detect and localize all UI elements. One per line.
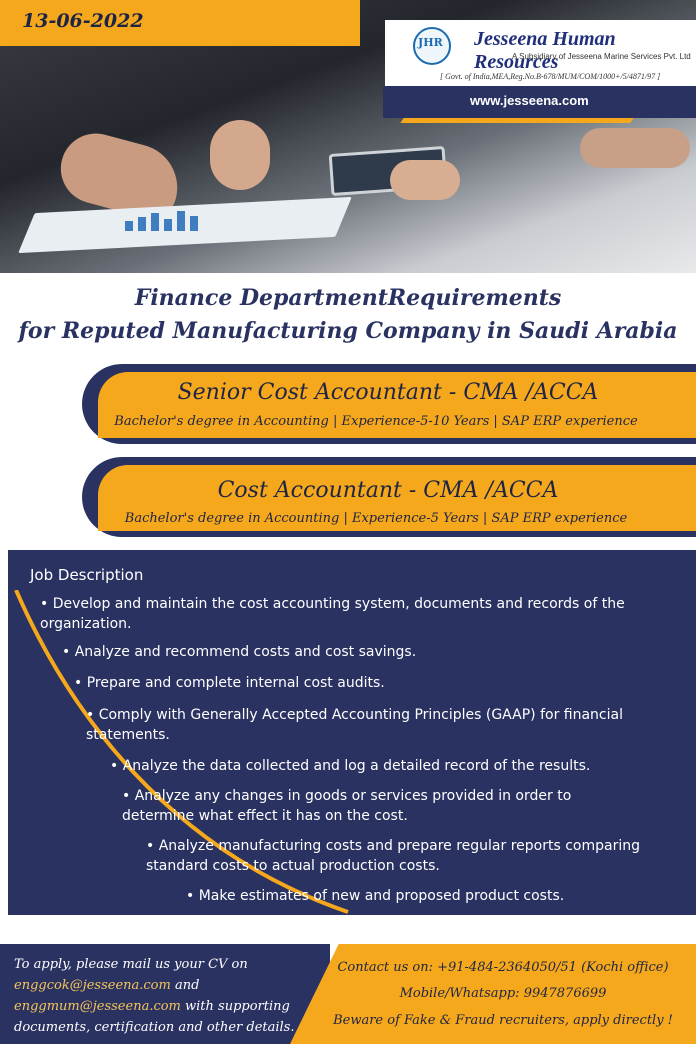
list-item: • Analyze any changes in goods or services provided in order to determine what effect it has on the cost. [122, 788, 572, 824]
contact-mobile: Mobile/Whatsapp: 9947876699 [399, 986, 607, 1001]
hand-illustration [210, 120, 270, 190]
apply-suffix: with supporting documents, certification and other details. [14, 999, 295, 1035]
list-item: • Analyze the data collected and log a detailed record of the results. [110, 758, 591, 774]
email-link-mumbai[interactable]: enggmum@jesseena.com [14, 999, 181, 1014]
email-link-kochi[interactable]: enggcok@jesseena.com [14, 978, 171, 993]
logo-letters: JHR [418, 36, 443, 49]
list-item: • Analyze and recommend costs and cost savings. [62, 644, 417, 660]
company-subtitle: A Subsidiary of Jesseena Marine Services Pvt. Ltd [512, 52, 691, 61]
chart-illustration [120, 207, 240, 231]
posting-date: 13-06-2022 [22, 10, 144, 32]
website-link[interactable]: www.jesseena.com [470, 93, 589, 108]
job-requirements: Bachelor's degree in Accounting | Experience-5 Years | SAP ERP experience [124, 511, 628, 526]
company-name: Jesseena Human Resources [474, 28, 616, 73]
job-description-heading: Job Description [30, 566, 144, 584]
hand-illustration [390, 160, 460, 200]
fraud-warning: Beware of Fake & Fraud recruiters, apply directly ! [333, 1013, 673, 1028]
page-title-line1: Finance DepartmentRequirements [134, 285, 562, 311]
list-item: • Prepare and complete internal cost audits. [74, 675, 385, 691]
hand-illustration [580, 128, 690, 168]
job-title: Cost Accountant - CMA /ACCA [217, 478, 559, 503]
list-item: • Develop and maintain the cost accounting system, documents and records of the organization. [40, 596, 625, 632]
govt-registration: [ Govt. of India,MEA,Reg.No.B-678/MUM/COM/1000+/5/4871/97 ] [440, 72, 661, 81]
page-title-line2: for Reputed Manufacturing Company in Saudi Arabia [18, 318, 678, 344]
list-item: • Analyze manufacturing costs and prepare regular reports comparing standard costs to actual production costs. [146, 838, 640, 874]
job-title: Senior Cost Accountant - CMA /ACCA [177, 380, 599, 405]
job-requirements: Bachelor's degree in Accounting | Experience-5-10 Years | SAP ERP experience [114, 414, 638, 429]
apply-instructions [14, 954, 314, 1038]
list-item: • Make estimates of new and proposed product costs. [186, 888, 565, 904]
list-item: • Comply with Generally Accepted Accounting Principles (GAAP) for financial statements. [86, 707, 623, 743]
apply-prefix: To apply, please mail us your CV on [14, 957, 248, 972]
contact-phone: Contact us on: +91-484-2364050/51 (Kochi office) [337, 960, 669, 975]
accent-stripe [400, 118, 634, 123]
apply-and: and [170, 978, 200, 993]
